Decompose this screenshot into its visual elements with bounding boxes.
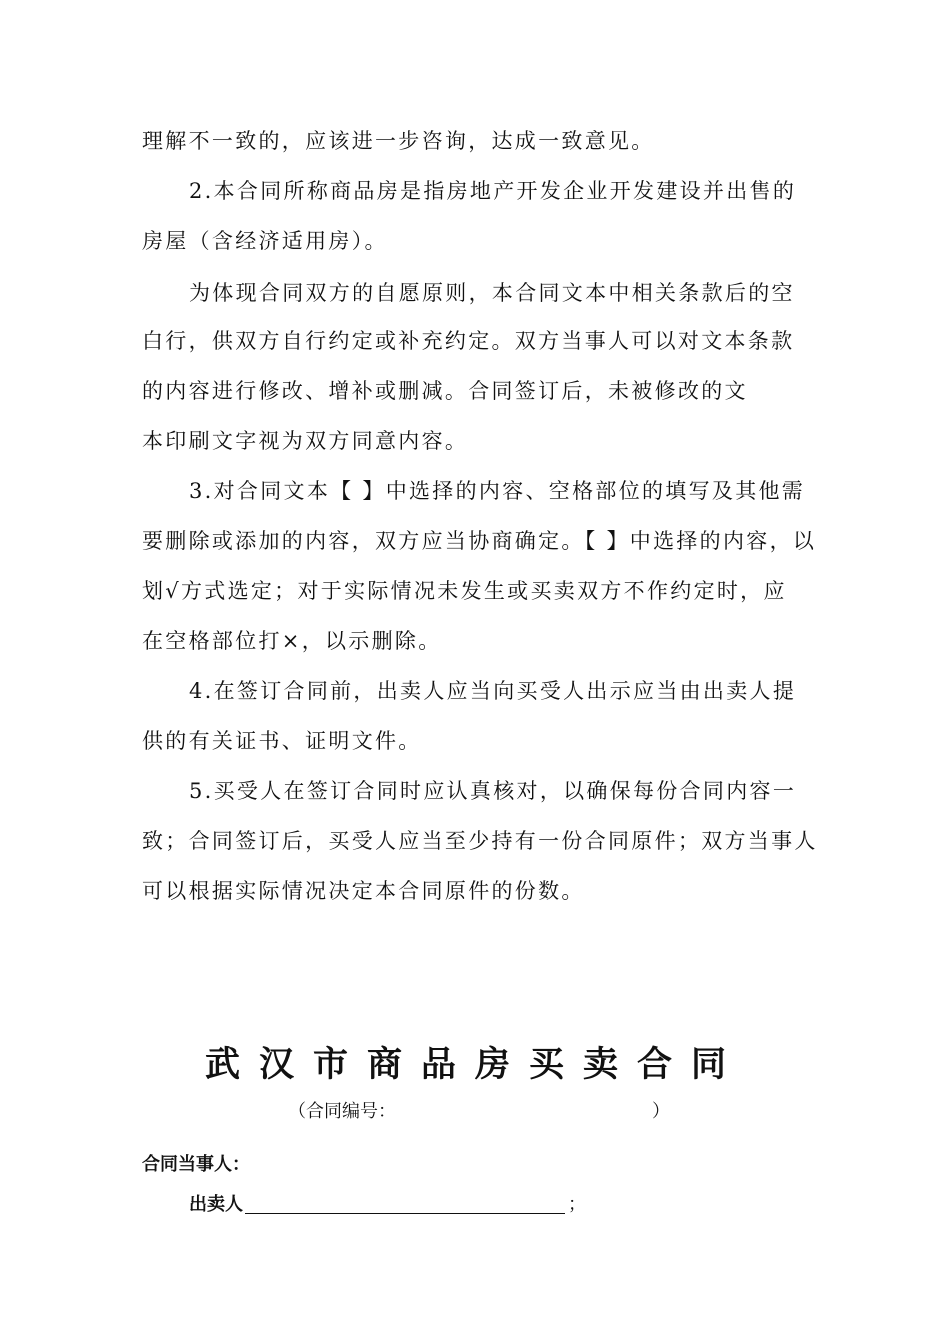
body-text-line: 供的有关证书、证明文件。 [142, 729, 422, 753]
document-title: 武汉市商品房买卖合同 [204, 1045, 745, 1085]
body-text-line: 要删除或添加的内容，双方应当协商确定。【 】中选择的内容，以 [142, 529, 817, 553]
seller-line-end: ； [568, 1194, 586, 1215]
parties-heading: 合同当事人： [142, 1154, 250, 1175]
body-text-line: 5.买受人在签订合同时应认真核对，以确保每份合同内容一 [189, 779, 797, 803]
body-text-line: 房屋（含经济适用房）。 [142, 229, 388, 253]
body-text-line: 致；合同签订后，买受人应当至少持有一份合同原件；双方当事人 [142, 829, 818, 853]
body-text-line: 3.对合同文本【 】中选择的内容、空格部位的填写及其他需 [189, 479, 806, 503]
body-text-line: 为体现合同双方的自愿原则，本合同文本中相关条款后的空 [189, 281, 795, 305]
body-text-line: 理解不一致的，应该进一步咨询，达成一致意见。 [142, 129, 655, 153]
body-text-line: 本印刷文字视为双方同意内容。 [142, 429, 469, 453]
body-text-line: 的内容进行修改、增补或删减。合同签订后，未被修改的文 [142, 379, 748, 403]
body-text-line: 可以根据实际情况决定本合同原件的份数。 [142, 879, 585, 903]
contract-number-field [288, 1100, 670, 1124]
body-text-line: 4.在签订合同前，出卖人应当向买受人出示应当由出卖人提 [189, 679, 797, 703]
body-text-line: 白行，供双方自行约定或补充约定。双方当事人可以对文本条款 [142, 329, 795, 353]
seller-label: 出卖人 [189, 1194, 243, 1215]
seller-line [189, 1193, 586, 1217]
body-text-line: 划√方式选定；对于实际情况未发生或买卖双方不作约定时，应 [142, 579, 787, 603]
contract-number-close: ） [652, 1101, 670, 1122]
seller-blank-field[interactable] [245, 1193, 565, 1214]
contract-number-label: （合同编号： [288, 1101, 396, 1122]
body-text-line: 2.本合同所称商品房是指房地产开发企业开发建设并出售的 [189, 179, 797, 203]
body-text-line: 在空格部位打×，以示删除。 [142, 629, 442, 653]
